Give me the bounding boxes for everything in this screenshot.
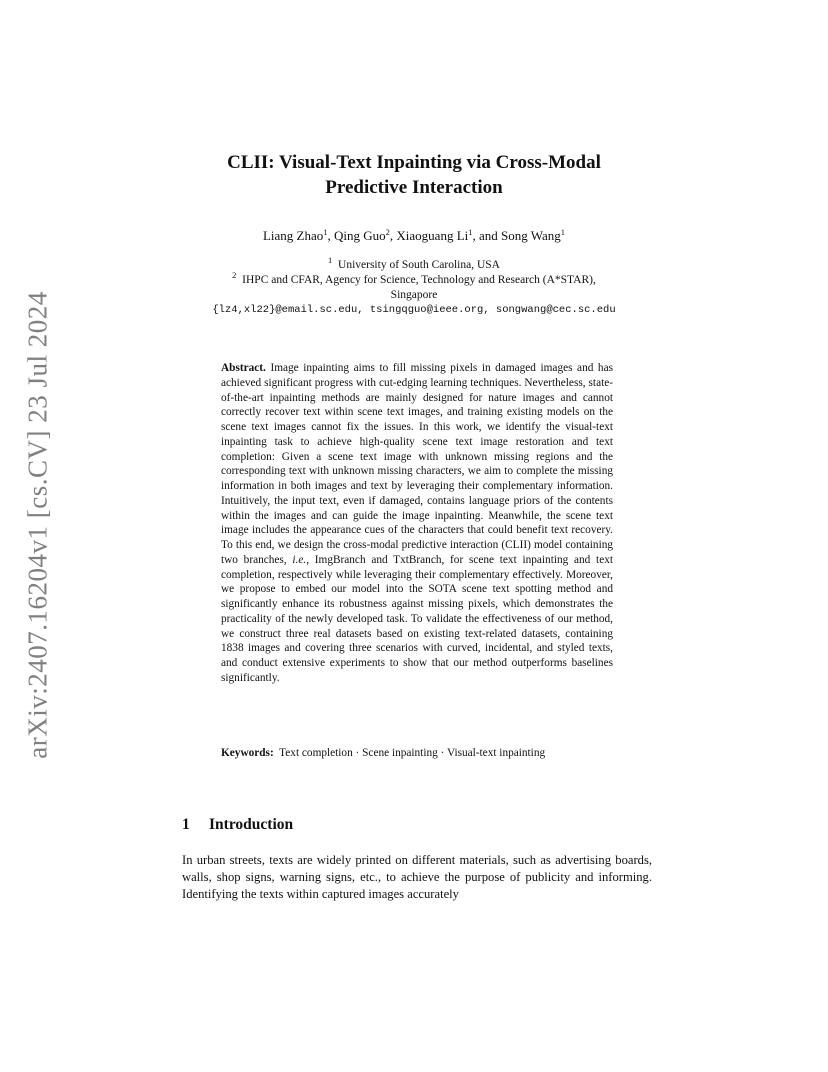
- section-heading: [182, 816, 293, 834]
- author-name: Qing Guo: [334, 228, 386, 243]
- author-affil-mark: 1: [560, 227, 566, 237]
- title-line-1: CLII: Visual-Text Inpainting via Cross-Modal: [227, 152, 601, 173]
- author-separator: ,: [389, 228, 397, 243]
- author-name: Liang Zhao: [262, 228, 324, 243]
- title-line-2: Predictive Interaction: [325, 177, 503, 198]
- introduction-paragraph: In urban streets, texts are widely printed on different materials, such as advertising boards, walls, shop signs, warning signs, etc., to achieve the purpose of publicity and informing. Identifying the texts within captured images accurately: [182, 853, 652, 901]
- abstract-label: Abstract.: [221, 362, 266, 374]
- affiliation-text: University of South Carolina, USA: [338, 259, 500, 271]
- affiliation-text-line-2: Singapore: [390, 289, 438, 301]
- abstract-text-continued: , ImgBranch and TxtBranch, for scene text inpainting and text completion, respectively while leveraging their complementary effectively. Moreover, we propose to embed our model into the SOTA scene text spotting method and significantly enhance its robustness against missing pixels, which demonstrates the practicality of the newly developed task. To validate the effectiveness of our method, we construct three real datasets based on existing text-related datasets, containing 1838 images and covering three scenarios with curved, incidental, and styled texts, and conduct extensive experiments to show that our method outperforms baselines significantly.: [221, 553, 613, 684]
- author-affil-mark: 1: [323, 227, 328, 237]
- section-number: 1: [182, 816, 190, 833]
- affiliation-text: IHPC and CFAR, Agency for Science, Technology and Research (A*STAR),: [242, 274, 596, 286]
- paper-title: [0, 150, 828, 200]
- section-title-text: Introduction: [209, 816, 294, 833]
- author-name: Xiaoguang Li: [396, 228, 469, 243]
- author-name: Song Wang: [501, 228, 561, 243]
- abstract: [221, 361, 613, 686]
- author-affil-mark: 1: [468, 227, 473, 237]
- author-separator: , and: [472, 228, 502, 243]
- abstract-text: Image inpainting aims to fill missing pixels in damaged images and has achieved significant progress with cut-edging learning techniques. Nevertheless, state-of-the-art inpainting methods are mainly designed for nature images and cannot correctly recover text within scene text images, and training existing models on the scene text images cannot fix the issues. In this work, we identify the visual-text inpainting task to achieve high-quality scene text image restoration and text completion: Given a scene text image with unknown missing regions and the corresponding text with unknown missing characters, we aim to complete the missing information in both images and text by leveraging their complementary information. Intuitively, the input text, even if damaged, contains language priors of the contents within the images and can guide the image inpainting. Meanwhile, the scene text image includes the appearance cues of the characters that could benefit text recovery. To this end, we design the cross-modal predictive interaction (CLII) model containing two branches,: [221, 362, 613, 566]
- author-emails: {lz4,xl22}@email.sc.edu, tsingqguo@ieee.org, songwang@cec.sc.edu: [212, 304, 616, 316]
- arxiv-identifier-stamp: arXiv:2407.16204v1 [cs.CV] 23 Jul 2024: [22, 291, 53, 759]
- affiliation-mark: 1: [328, 255, 333, 265]
- affiliation-mark: 2: [232, 270, 237, 280]
- author-list: [0, 228, 828, 244]
- author-separator: ,: [327, 228, 335, 243]
- keywords-text: Text completion · Scene inpainting · Visual-text inpainting: [279, 747, 546, 759]
- affiliation-1: [0, 255, 828, 273]
- author-affil-mark: 2: [385, 227, 390, 237]
- abstract-ie: i.e.: [292, 553, 307, 566]
- affiliation-2: [0, 270, 828, 303]
- keywords: [221, 747, 621, 759]
- keywords-label: Keywords:: [221, 747, 274, 759]
